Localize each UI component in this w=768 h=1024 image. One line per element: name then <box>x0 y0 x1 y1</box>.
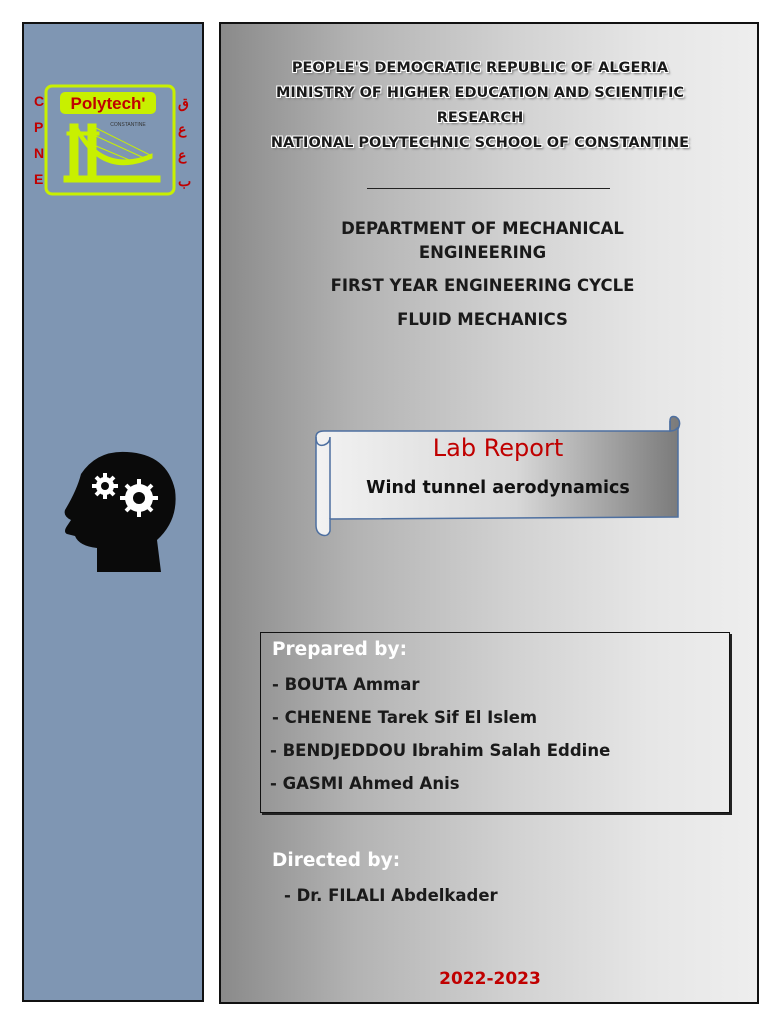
institution-header <box>220 56 740 166</box>
svg-text:N: N <box>34 145 45 161</box>
header-line-ministry: MINISTRY OF HIGHER EDUCATION AND SCIENTIFIC <box>275 85 684 101</box>
department-title <box>300 217 665 265</box>
svg-text:P: P <box>34 119 44 135</box>
student-name: - CHENENE Tarek Sif El Islem <box>272 708 538 727</box>
report-subtitle: Wind tunnel aerodynamics <box>366 478 630 498</box>
supervisor-name: - Dr. FILALI Abdelkader <box>284 886 498 905</box>
academic-year: 2022-2023 <box>439 969 541 989</box>
header-line-research: RESEARCH <box>436 110 524 126</box>
svg-text:E: E <box>34 171 44 187</box>
polytech-logo <box>34 84 194 196</box>
report-title: Lab Report <box>432 434 564 462</box>
svg-text:ع: ع <box>178 147 187 163</box>
svg-text:ق: ق <box>178 95 189 111</box>
brain-gears-icon <box>57 450 177 574</box>
student-name: - GASMI Ahmed Anis <box>270 774 460 793</box>
svg-text:CONSTANTINE: CONSTANTINE <box>110 122 146 128</box>
svg-text:ب: ب <box>178 173 192 189</box>
course-title: FLUID MECHANICS <box>397 310 568 329</box>
department-line-1: DEPARTMENT OF MECHANICAL <box>341 219 624 238</box>
header-divider <box>367 188 610 189</box>
department-line-2: ENGINEERING <box>418 243 547 262</box>
prepared-by-heading: Prepared by: <box>272 639 408 660</box>
svg-text:ع: ع <box>178 121 187 137</box>
header-line-school: NATIONAL POLYTECHNIC SCHOOL OF CONSTANTINE <box>270 135 690 151</box>
svg-text:C: C <box>34 93 45 109</box>
directed-by-heading: Directed by: <box>272 850 401 871</box>
header-line-country: PEOPLE'S DEMOCRATIC REPUBLIC OF ALGERIA <box>291 60 669 76</box>
left-sidebar <box>22 22 204 1002</box>
student-name: - BENDJEDDOU Ibrahim Salah Eddine <box>270 741 611 760</box>
svg-text:Polytech': Polytech' <box>70 94 146 113</box>
cycle-title: FIRST YEAR ENGINEERING CYCLE <box>330 276 635 295</box>
student-name: - BOUTA Ammar <box>272 675 420 694</box>
